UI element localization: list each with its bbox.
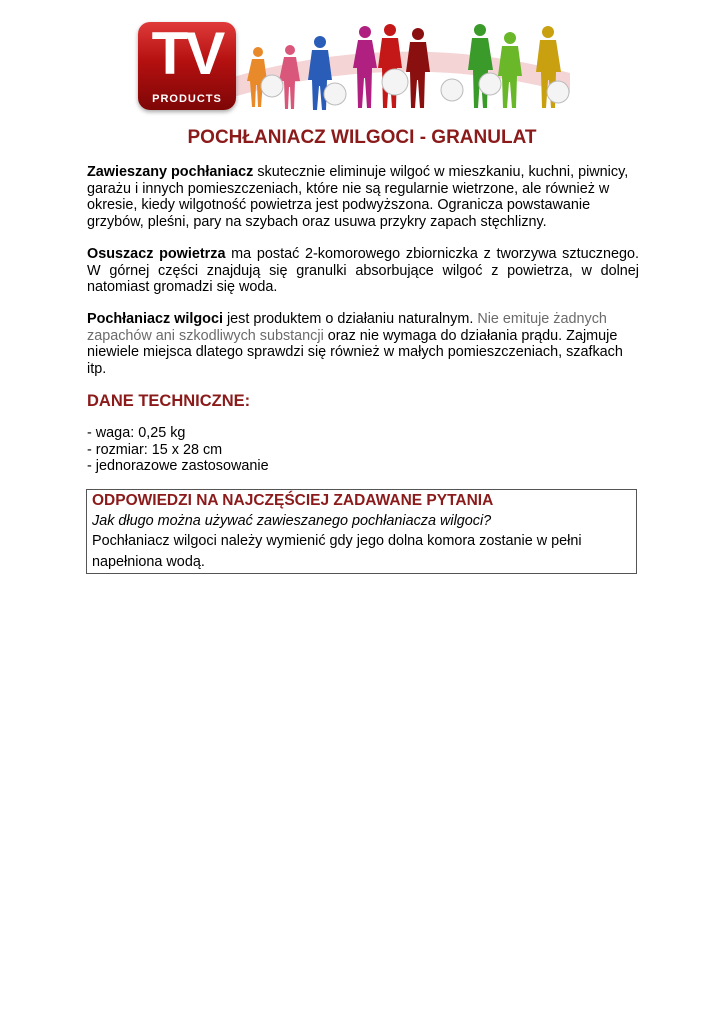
intro-bold-lead: Zawieszany pochłaniacz xyxy=(87,164,254,180)
paragraph-description xyxy=(87,246,639,296)
features-bold-lead: Pochłaniacz wilgoci xyxy=(87,311,223,327)
person-figure-darkred xyxy=(406,28,430,108)
person-figure-magenta xyxy=(353,26,377,108)
description-bold-lead: Osuszacz powietrza xyxy=(87,246,226,262)
person-figure-pink xyxy=(279,45,300,109)
people-silhouettes xyxy=(240,12,570,112)
faq-box xyxy=(86,489,637,574)
paragraph-intro xyxy=(87,164,639,231)
features-text-2: oraz nie wymaga do działania prądu. Zajmuje niewiele miejsca dlatego sprawdzi się również w małych pomieszczeniach, szafkach itp. xyxy=(87,327,623,378)
header-banner xyxy=(130,8,570,112)
page-title: POCHŁANIACZ WILGOCI - GRANULAT xyxy=(187,127,537,148)
person-figure-lightgreen xyxy=(498,32,522,108)
logo-title: TV xyxy=(151,22,223,87)
spec-usage: - jednorazowe zastosowanie xyxy=(87,458,269,474)
faq-question: Jak długo można używać zawieszanego pochłaniacza wilgoci? xyxy=(92,513,492,529)
person-figure-orange xyxy=(247,47,267,107)
tech-specs-list xyxy=(87,425,269,475)
description-text: ma postać 2-komorowego zbiorniczka z tworzywa sztucznego. W górnej części znajdują się granulki absorbujące wilgoć z powietrza, w dolnej natomiast gromadzi się woda. xyxy=(87,246,639,296)
paragraph-features xyxy=(87,311,639,378)
features-gray-text: Nie emituje żadnych zapachów ani szkodliwych substancji xyxy=(87,311,607,344)
faq-answer: Pochłaniacz wilgoci należy wymienić gdy jego dolna komora zostanie w pełni napełniona wodą. xyxy=(92,533,582,570)
person-figure-red xyxy=(378,24,402,108)
logo-subtitle: PRODUCTS xyxy=(152,93,222,105)
features-text-1: jest produktem o działaniu naturalnym. xyxy=(222,311,478,327)
tech-data-heading: DANE TECHNICZNE: xyxy=(87,392,251,410)
faq-title: ODPOWIEDZI NA NAJCZĘŚCIEJ ZADAWANE PYTANIA xyxy=(92,492,494,509)
spec-weight: - waga: 0,25 kg xyxy=(87,425,186,441)
spec-size: - rozmiar: 15 x 28 cm xyxy=(87,441,223,458)
intro-text: skutecznie eliminuje wilgoć w mieszkaniu, kuchni, piwnicy, garażu i innych pomieszczeniach, które nie są regularnie wietrzone, ale również w okresie, kiedy wilgotność powietrza jest podwyższona. Ogranicza powstawanie grzybów, pleśni, pary na szybach oraz usuwa przykry zapach stęchlizny. xyxy=(87,164,629,231)
tv-products-logo xyxy=(138,22,236,110)
